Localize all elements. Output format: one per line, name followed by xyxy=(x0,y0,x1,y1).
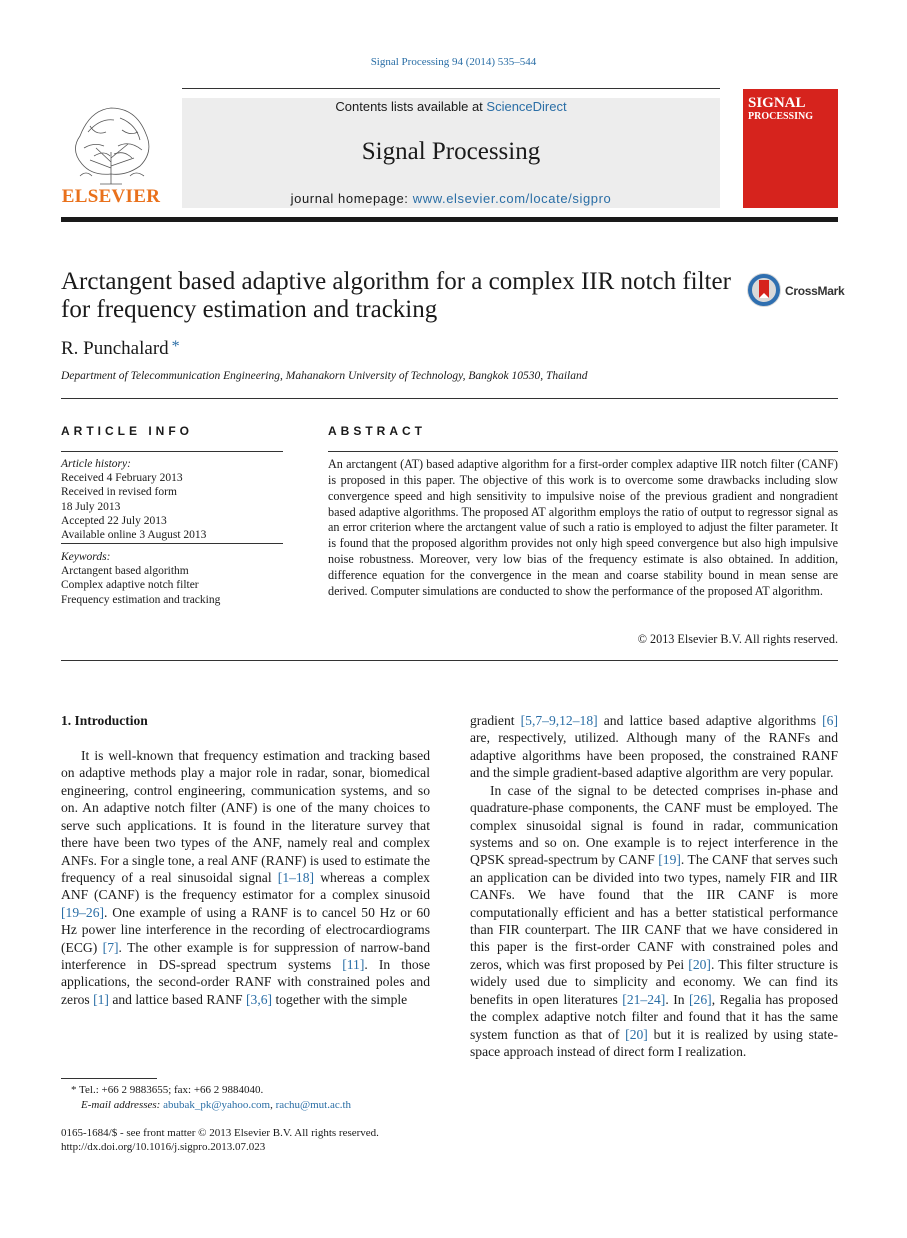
history-item: Accepted 22 July 2013 xyxy=(61,514,167,527)
journal-reference[interactable]: Signal Processing 94 (2014) 535–544 xyxy=(370,56,537,68)
author-line xyxy=(61,338,180,360)
header-top-rule xyxy=(182,88,720,89)
sciencedirect-link[interactable]: ScienceDirect xyxy=(486,99,567,114)
abstract-rule xyxy=(328,451,838,452)
author-footnote-mark[interactable]: * xyxy=(171,338,180,355)
article-info-heading: ARTICLE INFO xyxy=(61,424,193,438)
text: , Regalia has proposed the complex adaptive notch filter and found that it has the same system function as that of xyxy=(470,991,838,1042)
text: . One example of using a RANF is to cancel 50 Hz or 60 Hz power line interference in the recording of electrocardiograms (ECG) xyxy=(61,904,430,955)
text: In case of the signal to be detected comprises in-phase and quadrature-phase components, the CANF must be employed. The complex sinusoidal signal is found in radar, communication systems and so on. One example is to reject interference in the QPSK spread-spectrum by CANF xyxy=(470,782,838,868)
citation-link[interactable]: [19–26] xyxy=(61,904,105,920)
article-history xyxy=(61,457,283,542)
keywords-rule xyxy=(61,543,283,544)
email-link[interactable]: rachu@mut.ac.th xyxy=(275,1099,352,1111)
crossmark-icon xyxy=(746,272,782,308)
text: together with the simple xyxy=(272,991,408,1007)
citation-link[interactable]: [11] xyxy=(342,957,365,973)
history-item: Received in revised form xyxy=(61,486,177,499)
elsevier-logo-text: ELSEVIER xyxy=(61,186,161,207)
text: . In xyxy=(665,991,690,1007)
text: . The CANF that serves such an application can be divided into two types, namely FIR and IIR CANFs. We have found that the IIR CANF is more computationally efficient and has a better statistical performance than FIR counterpart. The IIR CANF that we have considered in this paper is the first-order CANF with constrained poles and zeros, which was first proposed by Pei xyxy=(470,852,838,972)
paragraph xyxy=(470,782,838,1061)
citation-link[interactable]: [26] xyxy=(689,991,712,1007)
text: . This filter structure is widely used due to simplicity and economy. We can find its benefits in open literatures xyxy=(470,956,838,1007)
citation-link[interactable]: [5,7–9,12–18] xyxy=(520,713,598,728)
abstract-heading: ABSTRACT xyxy=(328,424,426,438)
affiliation: Department of Telecommunication Engineering, Mahanakorn University of Technology, Bangkok 10530, Thailand xyxy=(61,370,588,382)
cover-title: SIGNAL xyxy=(748,95,806,111)
citation-link[interactable]: [19] xyxy=(658,852,681,868)
contents-line xyxy=(182,99,720,114)
text: are, respectively, utilized. Although many of the RANFs and adaptive algorithms have been proposed, the constrained RANF and the simple gradient-based adaptive algorithm are very popular. xyxy=(470,730,838,781)
citation-link[interactable]: [20] xyxy=(625,1026,648,1042)
body-column-right xyxy=(470,712,838,1060)
history-item: Received 4 February 2013 xyxy=(61,472,183,485)
doi-link[interactable]: http://dx.doi.org/10.1016/j.sigpro.2013.07.023 xyxy=(61,1141,266,1153)
citation-link[interactable]: [20] xyxy=(688,956,711,972)
citation-link[interactable]: [6] xyxy=(822,713,838,728)
citation-link[interactable]: [21–24] xyxy=(622,991,666,1007)
title-rule xyxy=(61,398,838,399)
footnote-rule xyxy=(61,1078,157,1079)
journal-title: Signal Processing xyxy=(361,138,541,165)
text: and lattice based adaptive algorithms xyxy=(597,713,823,728)
homepage-prefix: journal homepage: xyxy=(290,191,413,206)
text: gradient xyxy=(470,713,521,728)
homepage-line xyxy=(182,191,720,206)
citation-link[interactable]: [7] xyxy=(102,939,119,955)
abstract-text: An arctangent (AT) based adaptive algorithm for a first-order complex adaptive IIR notch filter (CANF) is proposed in this paper. The objective of this work is to overcome some drawbacks including slow convergence speed and high sensitivity to impulsive noise of the previous gradient and nongradient based adaptive algorithms. The proposed AT algorithm employs the ratio of output to regressor signal as an error criterion where the arctangent value of such a ratio is employed to adjust the filter parameter. It is found that the proposed algorithm provides not only high speed convergence but also high impulsive noise robustness. Moreover, very low bias of the frequency estimate is also obtained. In addition, difference equation for the convergence in the mean and coarse stability bound in mean sense are derived. Computer simulations are conducted to show the performance of the proposed AT algorithm. xyxy=(328,457,838,598)
footnote-contact: * Tel.: +66 2 9883655; fax: +66 2 9884040. xyxy=(71,1084,264,1096)
text: . The other example is for suppression of narrow-band interference in DS-spread spectrum systems xyxy=(61,939,431,973)
keyword: Arctangent based algorithm xyxy=(61,565,189,578)
cover-subtitle: PROCESSING xyxy=(748,111,814,122)
keyword: Frequency estimation and tracking xyxy=(61,593,221,606)
history-item: Available online 3 August 2013 xyxy=(61,529,207,542)
citation-link[interactable]: [1] xyxy=(93,991,109,1007)
crossmark-badge[interactable] xyxy=(746,270,856,310)
history-label: Article history: xyxy=(61,458,131,470)
keyword: Complex adaptive notch filter xyxy=(61,579,199,592)
text: . In those applications, the second-order RANF with constrained poles and zeros xyxy=(61,957,430,1007)
citation-link[interactable]: [1–18] xyxy=(277,869,315,885)
copyright: © 2013 Elsevier B.V. All rights reserved. xyxy=(637,632,838,646)
crossmark-label: CrossMark xyxy=(785,284,845,298)
homepage-link[interactable]: www.elsevier.com/locate/sigpro xyxy=(412,191,612,206)
keywords-label: Keywords: xyxy=(61,551,111,563)
footnote-email xyxy=(61,1099,450,1111)
section-heading: 1. Introduction xyxy=(61,713,148,728)
citation-link[interactable]: [3,6] xyxy=(246,991,273,1007)
author-name: R. Punchalard xyxy=(61,338,169,359)
info-rule xyxy=(61,451,283,452)
text: but it is realized by using state-space approach instead of direct form I realization. xyxy=(470,1026,839,1060)
email-label: E-mail addresses: xyxy=(81,1099,164,1111)
history-item: 18 July 2013 xyxy=(61,500,121,513)
body-column-left xyxy=(61,747,430,1008)
paragraph xyxy=(470,712,838,782)
abstract-bottom-rule xyxy=(61,660,838,661)
keywords xyxy=(61,550,283,607)
paper-title: Arctangent based adaptive algorithm for a complex IIR notch filter for frequency estimation and tracking xyxy=(61,268,731,323)
text: and lattice based RANF xyxy=(108,991,246,1007)
text: It is well-known that frequency estimation and tracking based on adaptive methods play a major role in radar, sonar, biomedical engineering, control engineering, communication systems, and so on. An adaptive notch filter (ANF) is one of the many choices to serve such applications. It is found in the literature survey that there have been two types of the ANF, namely real and complex ANFs. For a single tone, a real ANF (RANF) is used to estimate the frequency of a real sinusoidal signal xyxy=(61,748,430,885)
issn-line: 0165-1684/$ - see front matter © 2013 Elsevier B.V. All rights reserved. xyxy=(61,1127,379,1139)
email-link[interactable]: abubak_pk@yahoo.com xyxy=(163,1099,271,1111)
email-separator: , xyxy=(270,1099,276,1111)
paragraph xyxy=(61,747,430,1008)
contents-prefix: Contents lists available at xyxy=(335,99,487,114)
text: whereas a complex ANF (CANF) is the frequency estimator for a complex sinusoid xyxy=(61,869,430,903)
header-thick-rule xyxy=(61,217,838,222)
